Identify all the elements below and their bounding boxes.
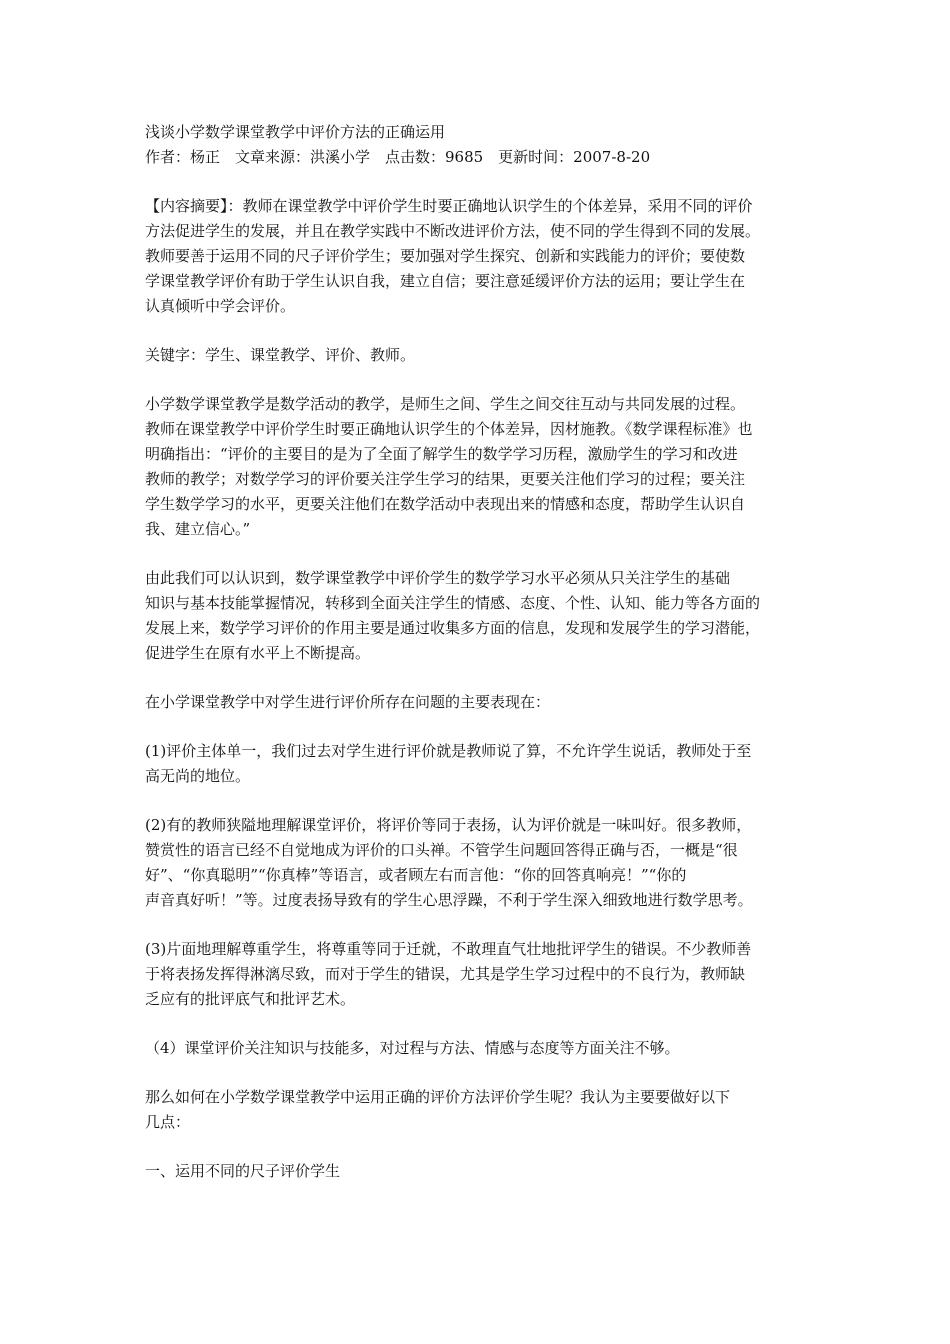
text-line: 明确指出：“评价的主要目的是为了全面了解学生的数学学习历程，激励学生的学习和改进 (145, 445, 738, 463)
text-line: 方法促进学生的发展，并且在教学实践中不断改进评价方法，使不同的学生得到不同的发展。 (145, 222, 761, 240)
text-line: 几点： (145, 1113, 191, 1131)
text-line: 那么如何在小学数学课堂教学中运用正确的评价方法评价学生呢？我认为主要要做好以下 (145, 1088, 731, 1106)
text-line: 促进学生在原有水平上不断提高。 (145, 644, 371, 662)
text-line: 教师在课堂教学中评价学生时要正确地认识学生的个体差异，因材施教。《数学课程标准》也 (145, 420, 753, 438)
body-paragraph (145, 392, 817, 542)
text-line: 一、运用不同的尺子评价学生 (145, 1162, 341, 1180)
text-line: 教师要善于运用不同的尺子评价学生；要加强对学生探究、创新和实践能力的评价；要使数 (145, 247, 746, 265)
text-line: 高无尚的地位。 (145, 767, 251, 785)
body-paragraph (145, 1085, 817, 1135)
list-item (145, 1036, 817, 1061)
document-page (145, 120, 817, 1184)
list-item (145, 937, 817, 1012)
text-line: 发展上来，数学学习评价的作用主要是通过收集多方面的信息，发现和发展学生的学习潜能， (145, 619, 761, 637)
body-paragraph (145, 566, 817, 666)
text-line: 教师的教学；对数学学习的评价要关注学生学习的结果，更要关注他们学习的过程；要关注 (145, 470, 746, 488)
list-item (145, 739, 817, 789)
text-line: 于将表扬发挥得淋漓尽致，而对于学生的错误，尤其是学生学习过程中的不良行为，教师缺 (145, 965, 746, 983)
article-meta: 作者：杨正 文章来源：洪溪小学 点击数：9685 更新时间：2007-8-20 (145, 148, 651, 166)
body-paragraph (145, 690, 817, 715)
text-line: 赞赏性的语言已经不自觉地成为评价的口头禅。不管学生问题回答得正确与否，一概是“很 (145, 841, 738, 859)
text-line: 在小学课堂教学中对学生进行评价所存在问题的主要表现在： (145, 693, 551, 711)
text-line: (2)有的教师狭隘地理解课堂评价，将评价等同于表扬，认为评价就是一味叫好。很多教师， (145, 816, 752, 834)
text-line: 学课堂教学评价有助于学生认识自我，建立自信；要注意延缓评价方法的运用；要让学生在 (145, 272, 746, 290)
text-line: 学生数学学习的水平，更要关注他们在数学活动中表现出来的情感和态度，帮助学生认识自 (145, 495, 746, 513)
text-line: (3)片面地理解尊重学生，将尊重等同于迁就，不敢理直气壮地批评学生的错误。不少教师善 (145, 940, 752, 958)
list-item (145, 813, 817, 913)
text-line: 我、建立信心。” (145, 520, 251, 538)
text-line: 乏应有的批评底气和批评艺术。 (145, 990, 356, 1008)
text-line: 由此我们可以认识到，数学课堂教学中评价学生的数学学习水平必须从只关注学生的基础 (145, 569, 731, 587)
text-line: 好”、“你真聪明”“你真棒”等语言，或者顾左右而言他：“你的回答真响亮！”“你的 (145, 866, 687, 884)
text-line: 【内容摘要】：教师在课堂教学中评价学生时要正确地认识学生的个体差异，采用不同的评价 (145, 197, 753, 215)
text-line: 小学数学课堂教学是数学活动的教学，是师生之间、学生之间交往互动与共同发展的过程。 (145, 395, 746, 413)
text-line: （4）课堂评价关注知识与技能多，对过程与方法、情感与态度等方面关注不够。 (145, 1039, 680, 1057)
text-line: 关键字：学生、课堂教学、评价、教师。 (145, 346, 416, 364)
section-heading (145, 1159, 817, 1184)
abstract-paragraph (145, 194, 817, 319)
article-title: 浅谈小学数学课堂教学中评价方法的正确运用 (145, 123, 446, 141)
text-line: 知识与基本技能掌握情况，转移到全面关注学生的情感、态度、个性、认知、能力等各方面的 (145, 594, 761, 612)
keywords-paragraph (145, 343, 817, 368)
text-line: 声音真好听！”等。过度表扬导致有的学生心思浮躁，不利于学生深入细致地进行数学思考。 (145, 891, 753, 909)
text-line: 认真倾听中学会评价。 (145, 297, 296, 315)
text-line: (1)评价主体单一，我们过去对学生进行评价就是教师说了算，不允许学生说话，教师处于至 (145, 742, 752, 760)
